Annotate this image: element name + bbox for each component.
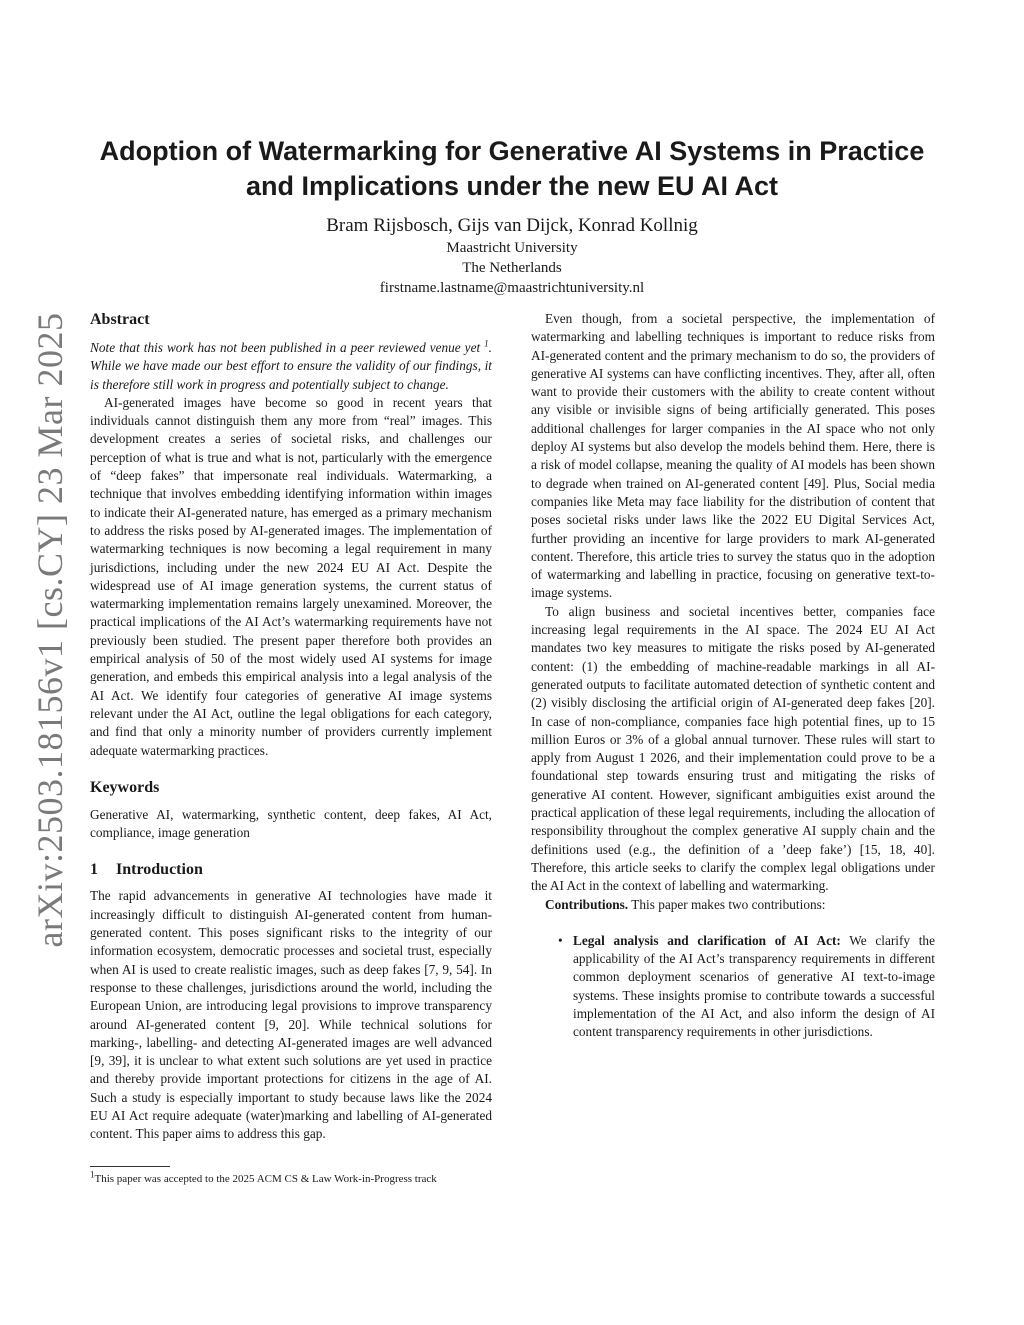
section-number: 1: [90, 861, 98, 879]
introduction-paragraph-3: To align business and societal incentives better, companies face increasing legal requirements in the AI space. The 2024 EU AI Act mandates two key measures to mitigate the risks posed by AI-generated content: (1) the embedding of machine-readable markings in all AI-generated outputs to facilitate automated detection of synthetic content and (2) visibly disclosing the artificial origin of AI-generated deep fakes [20]. In case of non-compliance, companies face high potential fines, up to 15 million Euros or 3% of a global annual turnover. These rules will start to apply from August 1 2026, and their implementation could prove to be a foundational step towards ensuring trust and mitigating the risks of generative AI content. However, significant ambiguities exist around the practical application of these legal requirements, including the allocation of responsibility throughout the complex generative AI supply chain and the definitions used (e.g., the definition of a ’deep fake’) [15, 18, 40]. Therefore, this article seeks to clarify the complex legal obligations under the AI Act in the context of labelling and watermarking.: [531, 603, 935, 894]
footnote-text: This paper was accepted to the 2025 ACM CS & Law Work-in-Progress track: [94, 1173, 437, 1185]
abstract-disclaimer-note: [90, 339, 492, 394]
bullet-lead: Legal analysis and clarification of AI Act:: [573, 932, 841, 948]
abstract-heading: Abstract: [90, 311, 150, 328]
note-text-part-2: . While we have made our best effort to ensure the validity of our findings, it is therefore still work in progress and potentially subject to change.: [90, 340, 492, 392]
footnote-number: 1: [90, 1169, 95, 1180]
arxiv-identifier-stamp: arXiv:2503.18156v1 [cs.CY] 23 Mar 2025: [30, 312, 70, 948]
keywords-text: Generative AI, watermarking, synthetic content, deep fakes, AI Act, compliance, image generation: [90, 806, 492, 841]
section-title: Introduction: [116, 861, 203, 879]
title-line-1: Adoption of Watermarking for Generative AI Systems in Practice: [99, 136, 925, 166]
introduction-heading: [90, 860, 492, 880]
list-item: [531, 932, 935, 1042]
abstract-body: AI-generated images have become so good in recent years that individuals cannot distinguish them any more from “real” images. This development creates a series of societal risks, and challenges our perception of what is true and what is not, particularly with the emergence of “deep fakes” that impersonate real individuals. Watermarking, a technique that involves embedding identifying information within images to indicate their AI-generated nature, has emerged as a primary mechanism to address the risks posed by AI-generated images. The implementation of watermarking techniques is now becoming a legal requirement in many jurisdictions, including under the new 2024 EU AI Act. Despite the widespread use of AI image generation systems, the current status of watermarking implementation remains largely unexamined. Moreover, the practical implications of the AI Act’s watermarking requirements have not previously been studied. The present paper therefore both provides an empirical analysis of 50 of the most widely used AI systems for image generation, and embeds this empirical analysis into a legal analysis of the AI Act. We identify four categories of generative AI image systems relevant under the AI Act, outline the legal obligations for each category, and find that only a minority number of providers currently implement adequate watermarking practices.: [90, 394, 492, 758]
contributions-paragraph: [531, 896, 935, 914]
keywords-heading: Keywords: [90, 778, 160, 796]
note-text-part-1: Note that this work has not been published in a peer reviewed venue yet: [90, 340, 481, 355]
bullet-icon: •: [558, 932, 563, 948]
left-column: [90, 310, 492, 1144]
footnote-marker: 1: [484, 338, 489, 349]
introduction-paragraph-1: The rapid advancements in generative AI technologies have made it increasingly difficult to distinguish AI-generated content from human-generated content. This poses significant risks to the integrity of our information ecosystem, democratic processes and societal trust, especially when AI is used to create realistic images, such as deep fakes [7, 9, 54]. In response to these challenges, jurisdictions around the world, including the European Union, are introducing legal provisions to improve transparency around AI-generated content [9, 20]. While technical solutions for marking-, labelling- and detecting AI-generated images are well advanced [9, 39], it is unclear to what extent such solutions are yet used in practice and thereby provide important protections for citizens in the age of AI. Such a study is especially important to study because laws like the 2024 EU AI Act require adequate (water)marking and labelling of AI-generated content. This paper aims to address this gap.: [90, 888, 492, 1142]
bullet-text: We clarify the applicability of the AI Act’s transparency requirements in different common deployment scenarios of generative AI text-to-image systems. These insights promise to contribute towards a successful implementation of the AI Act, and also inform the design of AI content transparency requirements in other jurisdictions.: [573, 932, 935, 1040]
paper-title: [60, 134, 964, 204]
footnote: [90, 1169, 510, 1186]
footnote-divider: [90, 1166, 170, 1167]
right-column: [531, 310, 935, 1042]
author-email: firstname.lastname@maastrichtuniversity.nl: [379, 280, 645, 296]
contributions-label: Contributions.: [545, 896, 629, 912]
title-line-2: and Implications under the new EU AI Act: [245, 171, 779, 201]
author-block: [212, 214, 812, 298]
affiliation-institution: Maastricht University: [446, 240, 578, 256]
contributions-list: [531, 932, 935, 1042]
affiliation-country: The Netherlands: [462, 260, 562, 276]
author-list: Bram Rijsbosch, Gijs van Dijck, Konrad Kollnig: [326, 215, 698, 236]
contributions-text: This paper makes two contributions:: [631, 896, 826, 912]
introduction-paragraph-2: Even though, from a societal perspective, the implementation of watermarking and labelling techniques is important to reduce risks from AI-generated content and the primary mechanism to do so, the providers of generative AI systems can have conflicting incentives. They, after all, often want to provide their customers with the ability to create content without any visible or invisible signs of being artificially generated. This poses additional challenges for larger companies in the AI space who not only deploy AI systems but also develop the models behind them. Here, there is a risk of model collapse, meaning the quality of AI models has been shown to degrade when trained on AI-generated content [49]. Plus, Social media companies like Meta may face liability for the distribution of content that poses societal risks under laws like the 2022 EU Digital Services Act, further providing an incentive for large providers to mark AI-generated content. Therefore, this article tries to survey the status quo in the adoption of watermarking and labelling in practice, focusing on generative text-to-image systems.: [531, 311, 935, 601]
